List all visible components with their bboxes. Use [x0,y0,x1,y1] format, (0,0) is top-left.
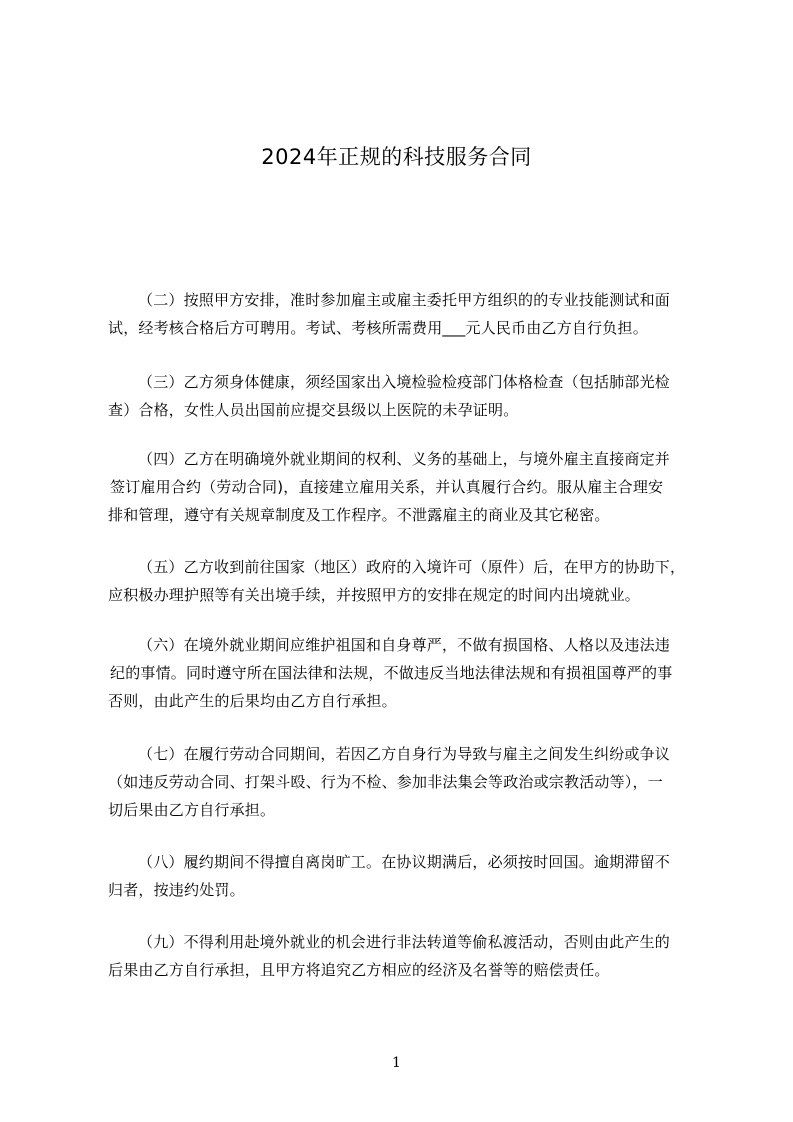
clause-line: （八）履约期间不得擅自离岗旷工。在协议期满后，必须按时回国。逾期滞留不 [138,853,671,871]
clause-line: （五）乙方收到前往国家（地区）政府的入境许可（原件）后，在甲方的协助下， [138,558,686,576]
clause-7 [108,740,708,824]
clause-3 [108,368,708,424]
clause-2 [108,286,708,342]
clause-line: （七）在履行劳动合同期间，若因乙方自身行为导致与雇主之间发生纠纷或争议 [138,745,671,763]
clause-9 [108,928,708,984]
clause-line: 切后果由乙方自行承担。 [108,801,276,819]
page-number: 1 [392,1055,401,1071]
clause-6 [108,631,708,715]
clause-5 [108,553,708,609]
clause-line: 签订雇用合约（劳动合同)，直接建立雇用关系，并认真履行合约。服从雇主合理安 [110,478,664,496]
clause-4 [108,445,708,529]
clause-8 [108,848,708,904]
clause-line: 试，经考核合格后方可聘用。考试、考核所需费用___元人民币由乙方自行负担。 [108,319,648,337]
clause-line: 查）合格，女性人员出国前应提交县级以上医院的未孕证明。 [108,401,519,419]
clause-line: （九）不得利用赴境外就业的机会进行非法转道等偷私渡活动，否则由此产生的 [138,933,671,951]
clause-line: 后果由乙方自行承担，且甲方将追究乙方相应的经济及名誉等的赔偿责任。 [108,961,610,979]
page-title: 2024年正规的科技服务合同 [261,145,532,169]
clause-line: （三）乙方须身体健康，须经国家出入境检验检疫部门体格检查（包括肺部光检 [138,373,671,391]
clause-line: 应积极办理护照等有关出境手续，并按照甲方的安排在规定的时间内出境就业。 [108,586,641,604]
clause-line: （二）按照甲方安排，准时参加雇主或雇主委托甲方组织的的专业技能测试和面 [138,291,671,309]
clause-line: 纪的事情。同时遵守所在国法律和法规，不做违反当地法律法规和有损祖国尊严的事 [110,664,673,682]
clause-line: （四）乙方在明确境外就业期间的权利、义务的基础上，与境外雇主直接商定并 [138,450,671,468]
clause-line: 排和管理，遵守有关规章制度及工作程序。不泄露雇主的商业及其它秘密。 [108,506,610,524]
clause-line: （六）在境外就业期间应维护祖国和自身尊严，不做有损国格、人格以及违法违 [138,636,671,654]
clause-line: 归者，按违约处罚。 [108,881,245,899]
clause-line: 否则，由此产生的后果均由乙方自行承担。 [108,692,397,710]
clause-line: （如违反劳动合同、打架斗殴、行为不检、参加非法集会等政治或宗教活动等），一 [108,773,663,791]
